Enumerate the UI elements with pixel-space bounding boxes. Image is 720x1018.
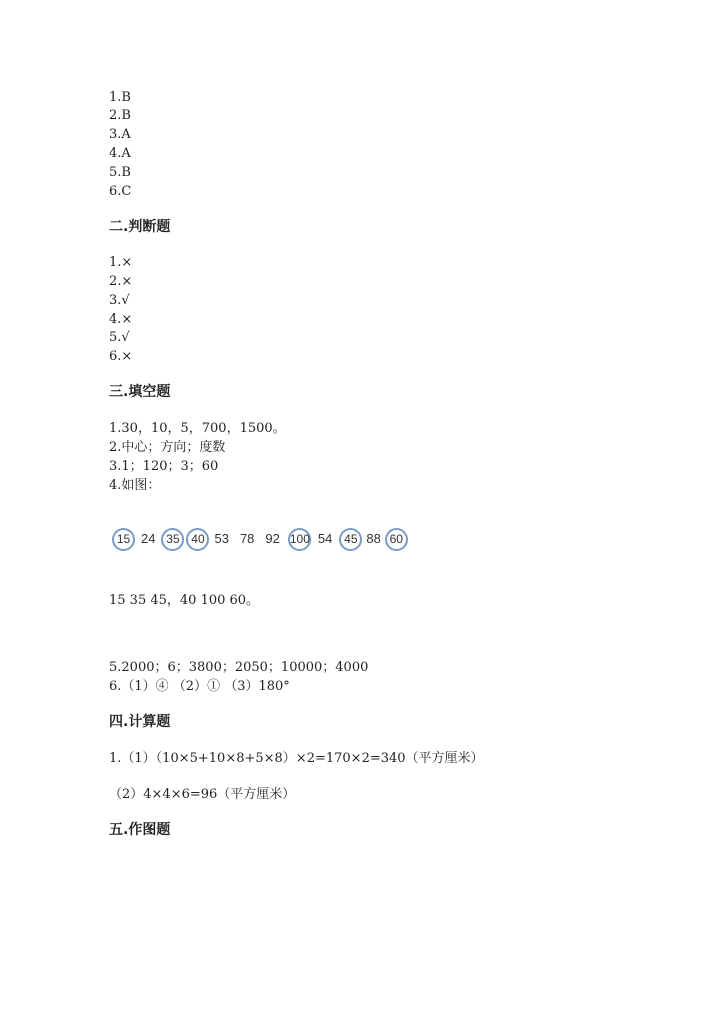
number-row-note: 15 35 45，40 100 60。 xyxy=(109,593,260,608)
number-circled: 40 xyxy=(186,528,209,551)
answer-3-3: 3.1；120；3；60 xyxy=(109,459,219,474)
number-circled: 45 xyxy=(339,528,362,551)
answer-3-2: 2.中心；方向；度数 xyxy=(109,440,226,455)
answer-3-6: 6.（1）④ （2）① （3）180° xyxy=(109,679,290,694)
answer-2-1: 1.× xyxy=(109,255,133,270)
answer-3-5: 5.2000；6；3800；2050；10000；4000 xyxy=(109,660,369,675)
number-circled: 100 xyxy=(288,528,311,551)
answer-2-6: 6.× xyxy=(109,349,133,364)
calc-line-2: （2）4×4×6=96（平方厘米） xyxy=(109,787,296,802)
answer-2-2: 2.× xyxy=(109,274,133,289)
section-4-heading: 四.计算题 xyxy=(109,714,171,730)
section-3-heading: 三.填空题 xyxy=(109,384,171,400)
answer-1-4: 4.A xyxy=(109,146,131,161)
number-plain: 53 xyxy=(214,531,229,546)
answer-3-1: 1.30，10，5，700，1500。 xyxy=(109,421,286,436)
number-plain: 78 xyxy=(239,531,255,546)
answer-2-4: 4.× xyxy=(109,312,133,327)
calc-line-1: 1.（1）（10×5+10×8+5×8）×2=170×2=340（平方厘米） xyxy=(109,751,484,766)
answer-2-5: 5.√ xyxy=(109,330,130,345)
answer-1-3: 3.A xyxy=(109,127,131,142)
answer-1-2: 2.B xyxy=(109,108,131,123)
number-plain: 54 xyxy=(317,531,333,546)
number-circled: 60 xyxy=(385,528,408,551)
answer-1-6: 6.C xyxy=(109,184,132,199)
number-circled: 15 xyxy=(112,528,135,551)
circled-number-figure xyxy=(112,526,408,552)
answer-2-3: 3.√ xyxy=(109,293,130,308)
number-circled: 35 xyxy=(161,528,184,551)
answer-1-1: 1.B xyxy=(109,90,131,105)
number-plain: 24 xyxy=(141,531,156,546)
answer-1-5: 5.B xyxy=(109,165,131,180)
number-plain: 88 xyxy=(366,531,381,546)
section-5-heading: 五.作图题 xyxy=(109,822,171,838)
answer-3-4: 4.如图： xyxy=(109,478,161,493)
section-2-heading: 二.判断题 xyxy=(109,219,171,235)
number-plain: 92 xyxy=(265,531,280,546)
